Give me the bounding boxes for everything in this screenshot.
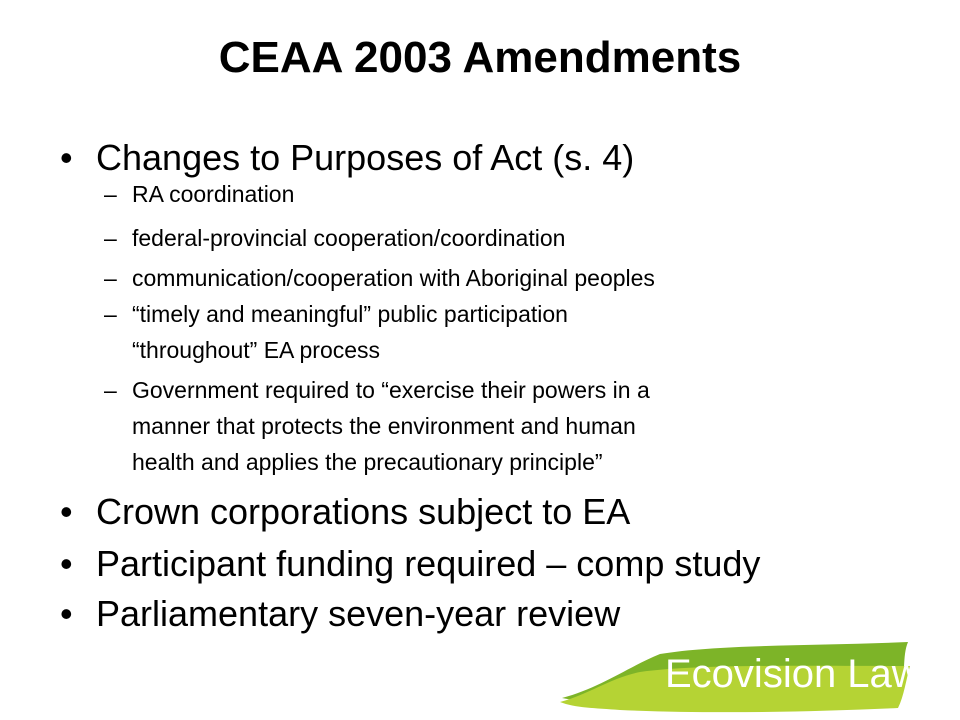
bullet-dot: •: [60, 491, 73, 532]
subitem-text-line-1: Government required to “exercise their powers in a: [132, 377, 650, 403]
bullet-text: Crown corporations subject to EA: [96, 491, 631, 532]
bullet-dot: •: [60, 543, 73, 584]
bullet-dot: •: [60, 137, 73, 178]
bullet-text: Changes to Purposes of Act (s. 4): [96, 137, 635, 178]
sub-dash: –: [104, 301, 117, 327]
bullet-dot: •: [60, 593, 73, 634]
bullet-text: Parliamentary seven-year review: [96, 593, 621, 634]
logo-text: Ecovision Law: [665, 652, 921, 696]
subitem-text-line-2: manner that protects the environment and human: [132, 413, 636, 439]
sub-dash: –: [104, 377, 117, 403]
subitem-text: communication/cooperation with Aboriginal peoples: [132, 265, 655, 291]
subitem-text-line-1: “timely and meaningful” public participation: [132, 301, 568, 327]
sub-dash: –: [104, 225, 117, 251]
slide-title: CEAA 2003 Amendments: [218, 33, 742, 82]
subitem-text-line-3: health and applies the precautionary principle”: [132, 449, 603, 475]
sub-dash: –: [104, 265, 117, 291]
subitem-text-line-2: “throughout” EA process: [132, 337, 381, 363]
sub-dash: –: [104, 181, 117, 207]
subitem-text: federal-provincial cooperation/coordination: [132, 225, 566, 251]
bullet-text: Participant funding required – comp study: [96, 543, 761, 584]
subitem-text: RA coordination: [132, 181, 295, 207]
